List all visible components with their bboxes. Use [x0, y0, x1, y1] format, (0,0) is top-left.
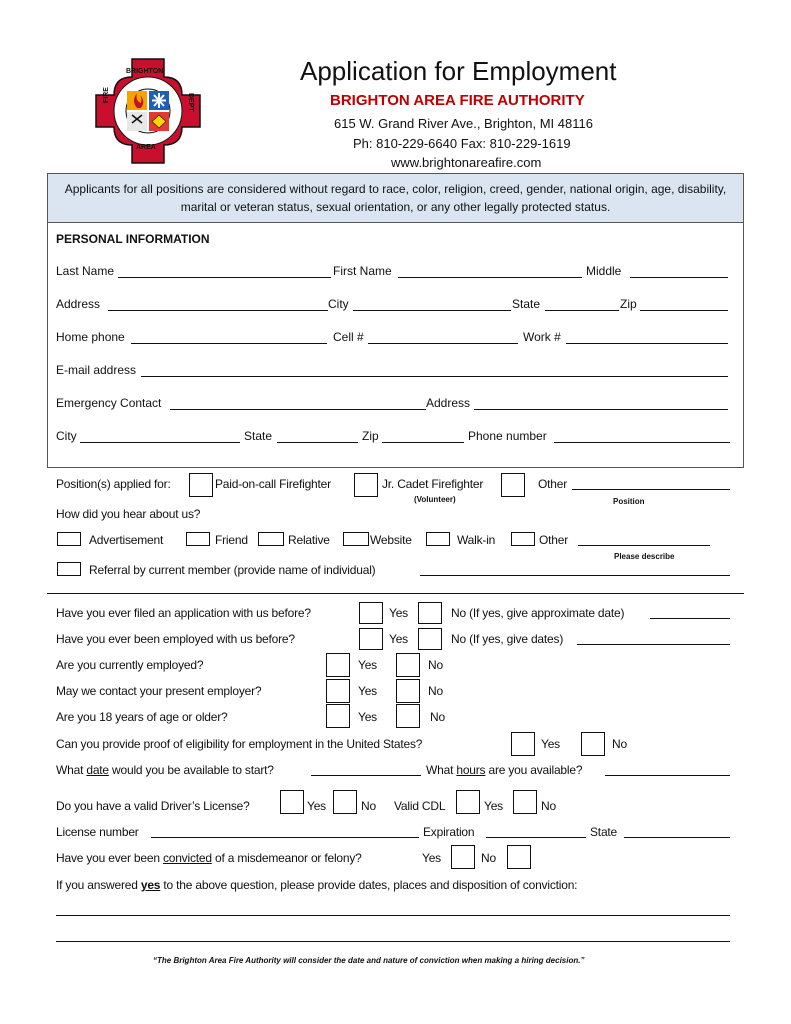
middle-name-field[interactable] [630, 277, 728, 278]
position-other-checkbox[interactable] [501, 473, 525, 497]
convicted-post: of a misdemeanor or felony? [211, 851, 362, 865]
describe-note: Please describe [614, 552, 675, 561]
contact-employer-yes-checkbox[interactable] [326, 679, 350, 703]
employed-before-no-checkbox[interactable] [418, 628, 442, 650]
proof-eligibility-question: Can you provide proof of eligibility for employment in the United States? [56, 737, 423, 751]
employed-before-question: Have you ever been employed with us before? [56, 632, 295, 646]
contact-employer-no-label: No [428, 684, 443, 698]
hours-question [426, 763, 582, 777]
first-name-label: First Name [333, 264, 392, 278]
proof-eligibility-no-label: No [612, 737, 627, 751]
logo-text-top: BRIGHTON [126, 68, 164, 75]
logo-text-bottom: AREA [136, 144, 156, 151]
email-label: E-mail address [56, 363, 137, 377]
emergency-address-field[interactable] [474, 409, 728, 410]
organization-address: 615 W. Grand River Ave., Brighton, MI 48116 [334, 116, 593, 131]
hours-post: are you available? [485, 763, 583, 777]
employed-before-yes-label: Yes [389, 632, 408, 646]
website-checkbox[interactable] [343, 532, 369, 546]
cdl-yes-label: Yes [484, 799, 503, 813]
license-number-label: License number [56, 825, 139, 839]
answered-pre: If you answered [56, 878, 141, 892]
age-18-no-label: No [430, 710, 445, 724]
currently-employed-yes-checkbox[interactable] [326, 653, 350, 677]
contact-employer-yes-label: Yes [358, 684, 377, 698]
last-name-field[interactable] [118, 277, 331, 278]
position-other-field[interactable] [572, 489, 730, 490]
conviction-details-line-2[interactable] [56, 941, 730, 942]
emergency-city-field[interactable] [80, 442, 240, 443]
paid-on-call-label: Paid-on-call Firefighter [215, 477, 331, 491]
cell-field[interactable] [368, 343, 518, 344]
conviction-footer-note: “The Brighton Area Fire Authority will consider the date and nature of conviction when making a hiring decision.” [153, 956, 585, 965]
emergency-state-field[interactable] [277, 442, 358, 443]
emergency-city-label: City [56, 429, 77, 443]
address-field[interactable] [108, 310, 328, 311]
age-18-question: Are you 18 years of age or older? [56, 710, 228, 724]
convicted-pre: Have you ever been [56, 851, 163, 865]
home-phone-label: Home phone [56, 330, 125, 344]
conviction-details-line-1[interactable] [56, 915, 730, 916]
start-date-post: would you be available to start? [108, 763, 274, 777]
logo-text-left: FIRE [103, 87, 110, 103]
license-state-label: State [590, 825, 618, 839]
referral-checkbox[interactable] [57, 562, 81, 576]
hours-field[interactable] [605, 775, 730, 776]
emergency-phone-label: Phone number [468, 429, 547, 443]
filed-before-yes-checkbox[interactable] [359, 602, 383, 624]
convicted-no-label: No [481, 851, 496, 865]
organization-website: www.brightonareafire.com [391, 155, 542, 170]
address-label: Address [56, 297, 101, 311]
personal-info-heading: PERSONAL INFORMATION [56, 232, 210, 246]
drivers-license-no-checkbox[interactable] [333, 790, 357, 814]
employed-before-dates-field[interactable] [577, 644, 730, 645]
convicted-yes-checkbox[interactable] [451, 845, 475, 869]
hear-other-field[interactable] [578, 545, 710, 546]
friend-checkbox[interactable] [186, 532, 210, 546]
age-18-yes-label: Yes [358, 710, 377, 724]
contact-employer-no-checkbox[interactable] [396, 679, 420, 703]
position-other-label: Other [538, 477, 568, 491]
website-label: Website [370, 533, 412, 547]
position-applied-label: Position(s) applied for: [56, 477, 171, 491]
position-note: Position [613, 497, 645, 506]
cdl-no-checkbox[interactable] [513, 790, 537, 814]
referral-label: Referral by current member (provide name of individual) [89, 563, 376, 577]
filed-before-question: Have you ever filed an application with us before? [56, 606, 311, 620]
personal-information-section [47, 223, 744, 468]
proof-eligibility-no-checkbox[interactable] [581, 732, 605, 756]
cell-label: Cell # [333, 330, 364, 344]
hear-other-label: Other [539, 533, 569, 547]
state-label: State [512, 297, 541, 311]
convicted-underlined: convicted [162, 851, 212, 865]
currently-employed-question: Are you currently employed? [56, 658, 204, 672]
employed-before-no-label: No (If yes, give dates) [451, 632, 564, 646]
valid-cdl-label: Valid CDL [394, 799, 446, 813]
filed-before-date-field[interactable] [650, 618, 730, 619]
organization-name: BRIGHTON AREA FIRE AUTHORITY [330, 92, 585, 109]
relative-checkbox[interactable] [258, 532, 284, 546]
home-phone-field[interactable] [131, 343, 327, 344]
emergency-state-label: State [244, 429, 273, 443]
page-title: Application for Employment [300, 56, 617, 86]
contact-employer-question: May we contact your present employer? [56, 684, 262, 698]
employed-before-yes-checkbox[interactable] [359, 628, 383, 650]
work-label: Work # [523, 330, 561, 344]
expiration-label: Expiration [423, 825, 475, 839]
answered-post: to the above question, please provide dates, places and disposition of conviction: [160, 878, 578, 892]
jr-cadet-label: Jr. Cadet Firefighter [382, 477, 484, 491]
friend-label: Friend [215, 533, 248, 547]
answered-underlined: yes [140, 878, 161, 892]
emergency-zip-label: Zip [362, 429, 379, 443]
convicted-question [56, 851, 362, 865]
age-18-yes-checkbox[interactable] [326, 704, 350, 728]
equal-opportunity-notice: Applicants for all positions are considered without regard to race, color, religion, creed, gender, national origin, age, disability, marital or veteran status, sexual orientation, or any other legally protected status. [47, 173, 744, 223]
work-field[interactable] [566, 343, 728, 344]
emergency-contact-label: Emergency Contact [56, 396, 162, 410]
hours-underlined: hours [456, 763, 486, 777]
advertisement-label: Advertisement [89, 533, 164, 547]
currently-employed-no-label: No [428, 658, 443, 672]
drivers-license-yes-label: Yes [307, 799, 326, 813]
logo-text-right: DEPT [187, 93, 194, 112]
cdl-yes-checkbox[interactable] [456, 790, 480, 814]
filed-before-yes-label: Yes [389, 606, 408, 620]
paid-on-call-checkbox[interactable] [189, 473, 213, 497]
city-label: City [328, 297, 349, 311]
hours-pre: What [426, 763, 457, 777]
walk-in-label: Walk-in [457, 533, 496, 547]
how-heard-question: How did you hear about us? [56, 507, 201, 521]
section-divider [47, 593, 744, 594]
last-name-label: Last Name [56, 264, 115, 278]
first-name-field[interactable] [398, 277, 582, 278]
license-state-field[interactable] [624, 837, 730, 838]
middle-name-label: Middle [586, 264, 622, 278]
zip-label: Zip [620, 297, 637, 311]
drivers-license-question: Do you have a valid Driver’s License? [56, 799, 250, 813]
age-18-no-checkbox[interactable] [396, 704, 420, 728]
emergency-zip-field[interactable] [382, 442, 464, 443]
city-field[interactable] [353, 310, 511, 311]
expiration-field[interactable] [486, 837, 586, 838]
license-number-field[interactable] [151, 837, 419, 838]
proof-eligibility-yes-checkbox[interactable] [511, 732, 535, 756]
relative-label: Relative [288, 533, 330, 547]
start-date-field[interactable] [311, 775, 421, 776]
hear-other-checkbox[interactable] [511, 532, 535, 546]
drivers-license-no-label: No [361, 799, 376, 813]
organization-phone: Ph: 810-229-6640 Fax: 810-229-1619 [353, 136, 571, 151]
state-field[interactable] [545, 310, 619, 311]
filed-before-no-checkbox[interactable] [418, 602, 442, 624]
volunteer-note: (Volunteer) [414, 495, 456, 504]
cdl-no-label: No [541, 799, 556, 813]
referral-field[interactable] [420, 575, 730, 576]
currently-employed-yes-label: Yes [358, 658, 377, 672]
email-field[interactable] [141, 376, 728, 377]
emergency-address-label: Address [426, 396, 471, 410]
jr-cadet-checkbox[interactable] [354, 473, 378, 497]
zip-field[interactable] [640, 310, 728, 311]
proof-eligibility-yes-label: Yes [541, 737, 560, 751]
start-date-pre: What [56, 763, 87, 777]
emergency-phone-field[interactable] [554, 442, 730, 443]
walk-in-checkbox[interactable] [426, 532, 450, 546]
filed-before-no-label: No (If yes, give approximate date) [451, 606, 625, 620]
convicted-yes-label: Yes [422, 851, 441, 865]
advertisement-checkbox[interactable] [57, 532, 81, 546]
start-date-underlined: date [86, 763, 109, 777]
currently-employed-no-checkbox[interactable] [396, 653, 420, 677]
drivers-license-yes-checkbox[interactable] [280, 790, 304, 814]
emergency-contact-field[interactable] [170, 409, 426, 410]
start-date-question [56, 763, 274, 777]
convicted-no-checkbox[interactable] [507, 845, 531, 869]
conviction-details-prompt [56, 878, 577, 892]
